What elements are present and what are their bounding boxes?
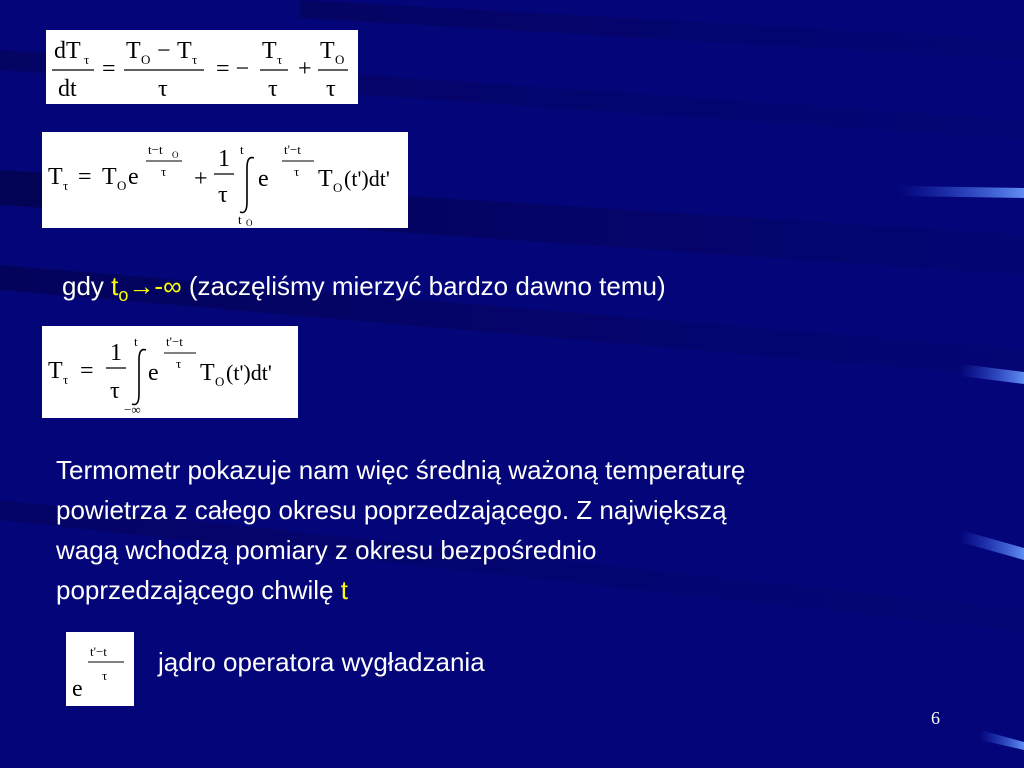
eq2-exp-den: τ bbox=[161, 164, 167, 179]
paragraph-line-4-var: t bbox=[340, 575, 348, 605]
eq3-int-t: T bbox=[200, 360, 215, 386]
eq1-f2-minus: − bbox=[157, 38, 171, 64]
paragraph-line-4-prefix: poprzedzającego chwilę bbox=[56, 575, 341, 605]
eq3-eq-sign: = bbox=[80, 358, 94, 384]
eq3-integral-sign bbox=[132, 350, 146, 405]
eq2-int-tail: (t')dt' bbox=[344, 166, 390, 191]
eq2-rhs-e: e bbox=[128, 164, 139, 190]
equation-kernel bbox=[66, 632, 134, 706]
eq2-eq-sign: = bbox=[78, 164, 92, 190]
eq1-f2-num-b: T bbox=[177, 38, 192, 64]
eq1-f3-den: τ bbox=[268, 76, 278, 102]
eq1-f2-num-a-sub: O bbox=[141, 52, 151, 67]
eq1-lhs-num-sub: τ bbox=[84, 52, 90, 67]
condition-var-sub: o bbox=[118, 285, 129, 305]
explanation-paragraph bbox=[56, 450, 745, 610]
eq3-int-upper: t bbox=[134, 334, 138, 349]
eq2-exp-num-sub: O bbox=[172, 150, 179, 160]
eq1-lhs-den: dt bbox=[58, 76, 77, 102]
condition-var: t bbox=[111, 271, 119, 301]
page-number: 6 bbox=[931, 708, 940, 728]
eq2-int-upper: t bbox=[240, 142, 244, 157]
eq1-f4-den: τ bbox=[326, 76, 336, 102]
kernel-exp-den: τ bbox=[102, 668, 108, 683]
condition-prefix: gdy bbox=[62, 271, 112, 301]
eq1-f2-num-b-sub: τ bbox=[192, 52, 198, 67]
eq2-plus: + bbox=[194, 166, 208, 192]
kernel-e: e bbox=[72, 676, 83, 702]
paragraph-line-1: Termometr pokazuje nam więc średnią ważoną temperaturę bbox=[56, 455, 746, 485]
eq3-int-exp-num: t'−t bbox=[166, 334, 183, 349]
paragraph-line-2: powietrza z całego okresu poprzedzającego. Z największą bbox=[56, 495, 727, 525]
condition-text bbox=[62, 266, 666, 309]
eq2-exp-num: t−t bbox=[148, 142, 163, 157]
eq2-rhs-t-sub: O bbox=[117, 178, 127, 193]
eq1-f4-num-sub: O bbox=[335, 52, 345, 67]
paragraph-line-4 bbox=[56, 570, 745, 610]
eq3-frac-num: 1 bbox=[110, 340, 122, 366]
eq1-f4-num: T bbox=[320, 38, 335, 64]
eq1-eq-sign: = bbox=[102, 56, 116, 82]
eq2-int-lower: t bbox=[238, 212, 242, 227]
kernel-exp-num: t'−t bbox=[90, 644, 107, 659]
eq2-int-exp-den: τ bbox=[294, 164, 300, 179]
eq2-lhs: T bbox=[48, 164, 63, 190]
equation-derivative bbox=[46, 30, 358, 104]
eq3-lhs: T bbox=[48, 358, 63, 384]
eq3-int-tail: (t')dt' bbox=[226, 360, 272, 385]
kernel-label: jądro operatora wygładzania bbox=[158, 647, 485, 677]
eq2-int-exp-num: t'−t bbox=[284, 142, 301, 157]
paragraph-line-3: wagą wchodzą pomiary z okresu bezpośrednio bbox=[56, 535, 597, 565]
eq2-int-e: e bbox=[258, 166, 269, 192]
eq2-int-t-sub: O bbox=[333, 180, 343, 195]
eq1-f3-num: T bbox=[262, 38, 277, 64]
eq3-int-t-sub: O bbox=[215, 374, 225, 389]
condition-limit: →-∞ bbox=[128, 271, 182, 301]
eq1-f3-num-sub: τ bbox=[277, 52, 283, 67]
eq3-int-exp-den: τ bbox=[176, 356, 182, 371]
eq2-rhs-t: T bbox=[102, 164, 117, 190]
equation-infinite-limit bbox=[42, 326, 298, 418]
eq2-frac-den: τ bbox=[218, 182, 228, 208]
eq2-lhs-sub: τ bbox=[63, 178, 69, 193]
eq2-int-t: T bbox=[318, 166, 333, 192]
eq1-eq-minus: = − bbox=[216, 56, 250, 82]
eq1-lhs-num: dT bbox=[54, 38, 81, 64]
eq1-plus: + bbox=[298, 56, 312, 82]
eq1-f2-den: τ bbox=[158, 76, 168, 102]
eq3-int-lower: −∞ bbox=[124, 402, 141, 417]
condition-suffix: (zaczęliśmy mierzyć bardzo dawno temu) bbox=[181, 271, 666, 301]
eq2-frac-num: 1 bbox=[218, 146, 230, 172]
eq1-f2-num-a: T bbox=[126, 38, 141, 64]
eq2-int-lower-sub: O bbox=[246, 218, 253, 228]
eq3-int-e: e bbox=[148, 360, 159, 386]
eq2-integral-sign bbox=[240, 158, 254, 213]
eq3-frac-den: τ bbox=[110, 378, 120, 404]
equation-solution bbox=[42, 132, 408, 228]
eq3-lhs-sub: τ bbox=[63, 372, 69, 387]
